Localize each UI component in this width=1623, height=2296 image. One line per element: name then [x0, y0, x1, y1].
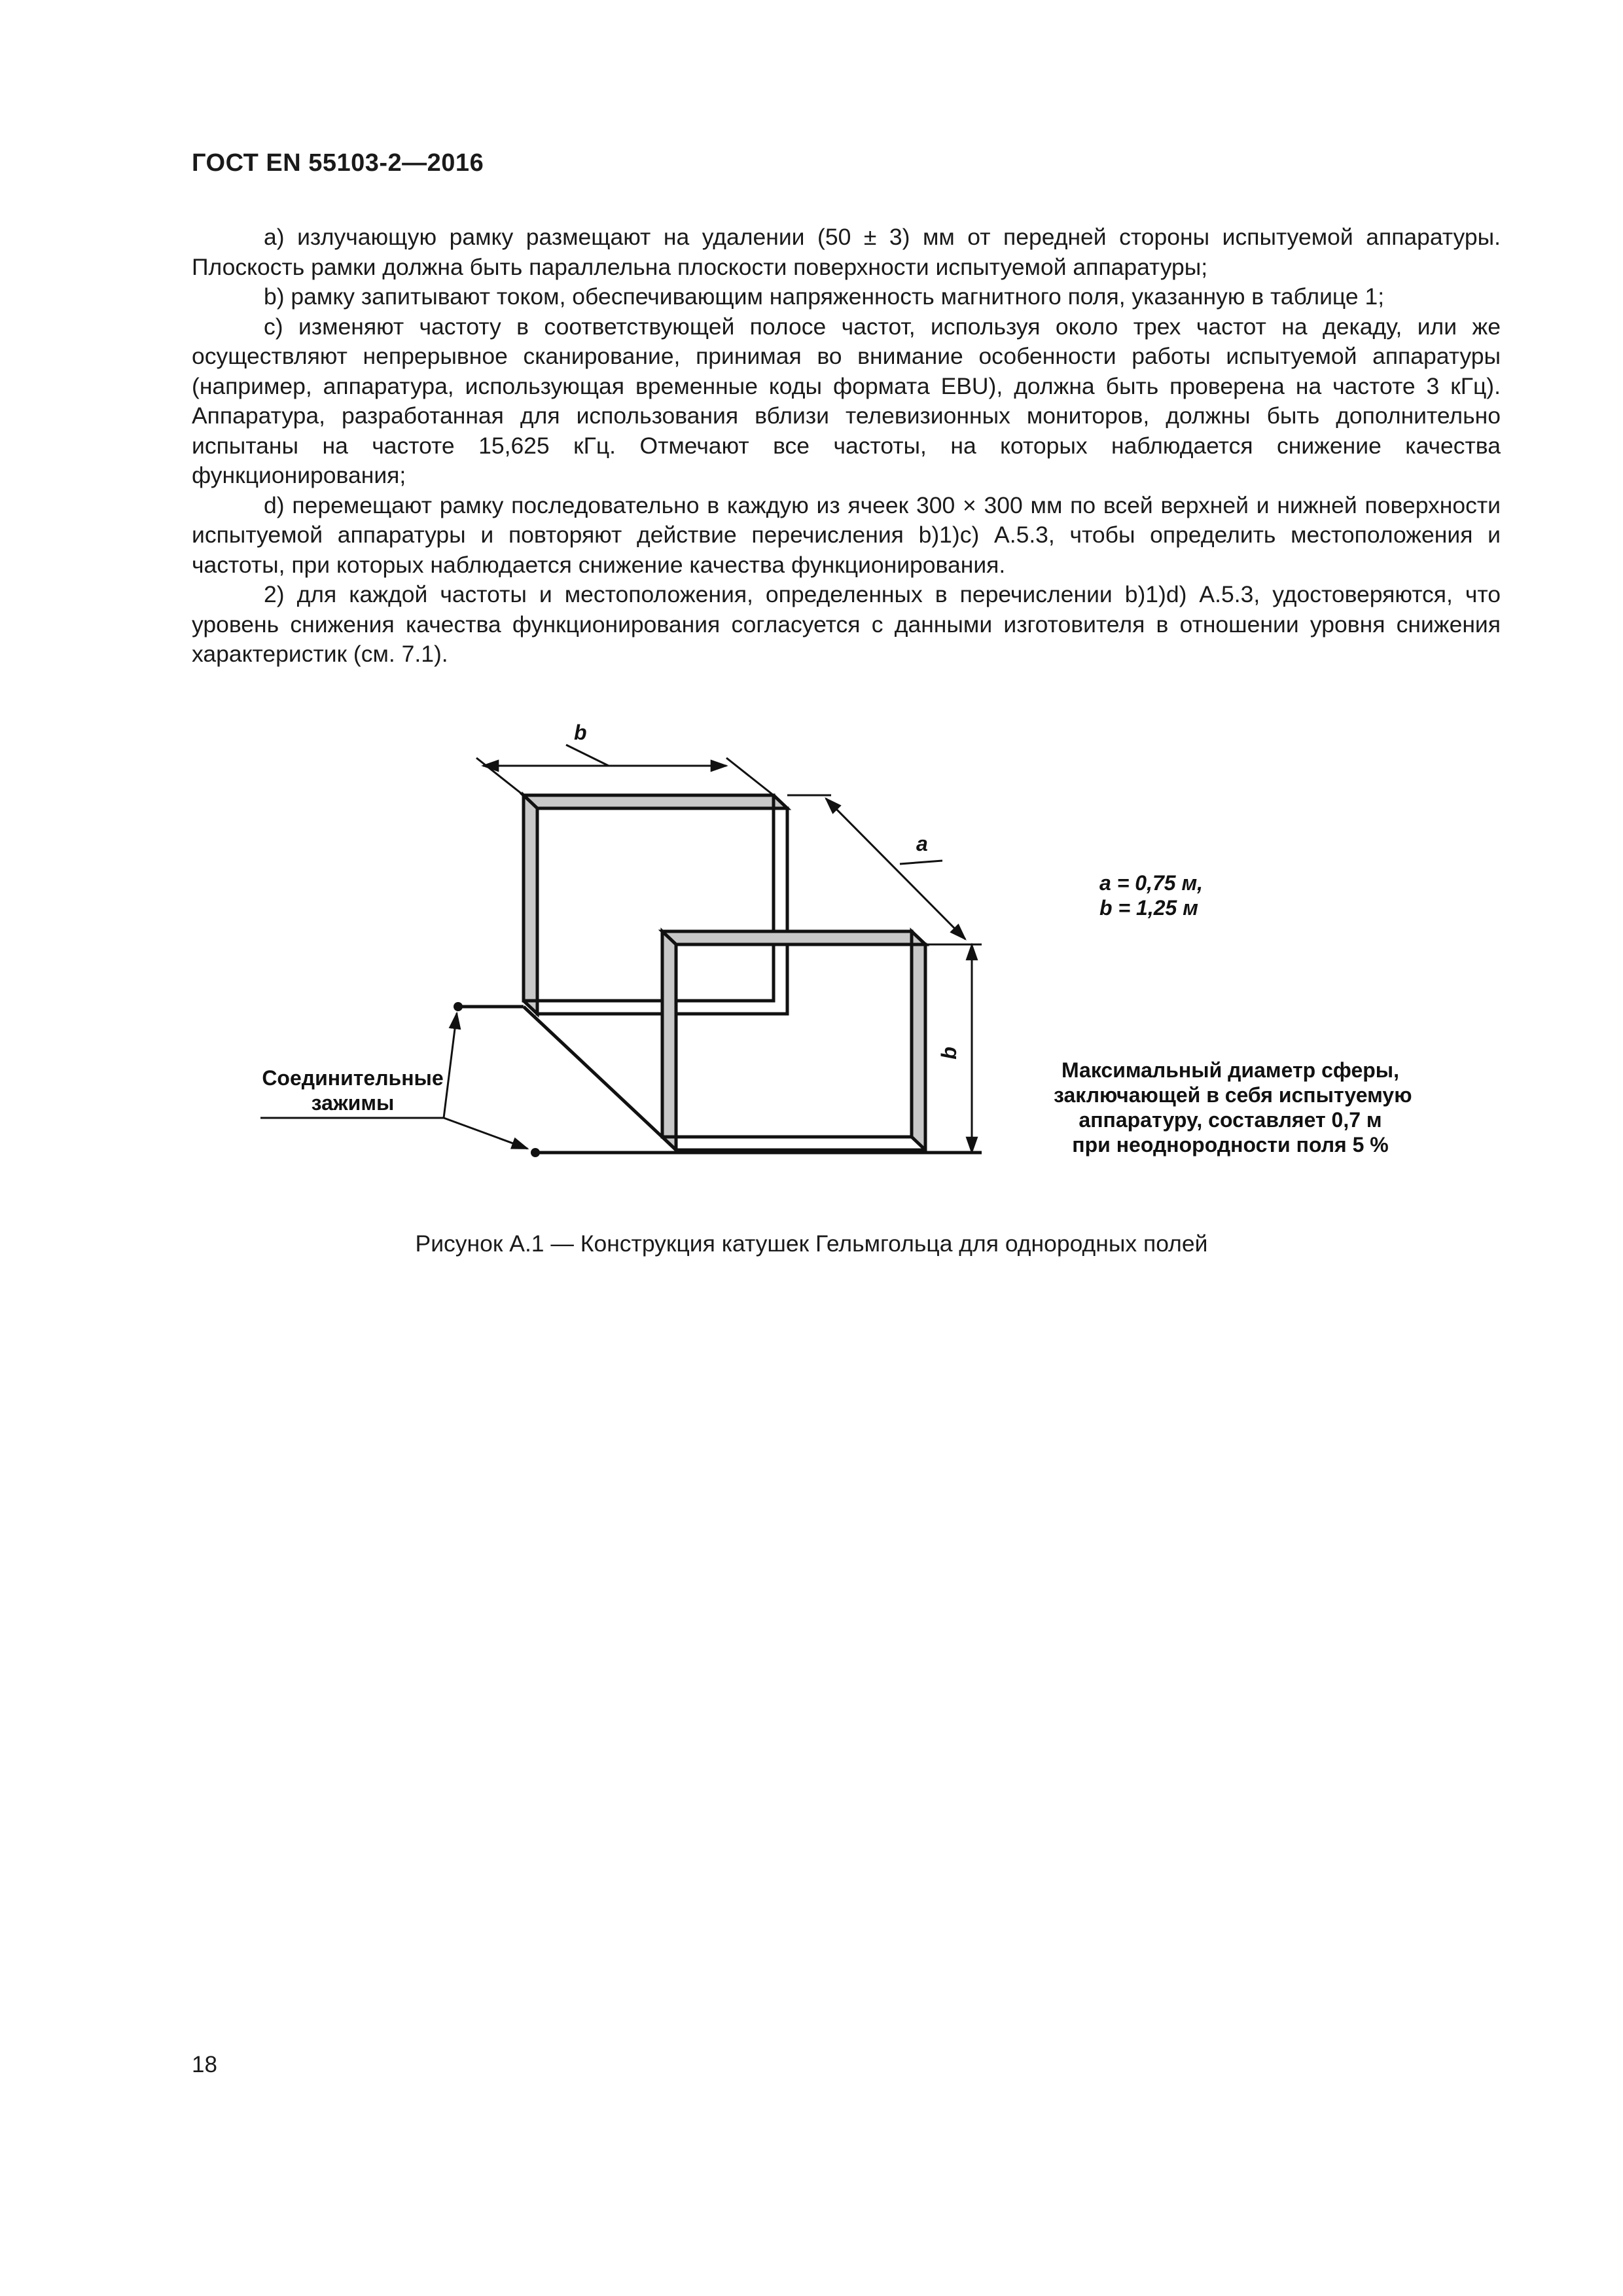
standard-header: ГОСТ EN 55103-2—2016 [192, 149, 484, 177]
paragraph-b: b) рамку запитывают током, обеспечивающим напряженность магнитного поля, указанную в таблице 1; [264, 283, 1385, 310]
paragraph-a: a) излучающую рамку размещают на удалении (50 ± 3) мм от передней стороны испытуемой аппаратуры. Плоскость рамки должна быть параллельна плоскости поверхности испытуемой аппаратуры; [192, 224, 1501, 280]
lower-coil-frame [662, 931, 925, 1150]
terminals-label-line2: зажимы [311, 1091, 395, 1115]
body-text [192, 223, 1501, 670]
figure-caption: Рисунок А.1 — Конструкция катушек Гельмгольца для однородных полей [415, 1230, 1208, 1257]
page-number: 18 [192, 2052, 217, 2077]
sphere-note-line1: Максимальный диаметр сферы, [1061, 1058, 1400, 1082]
sphere-note-line2: заключающей в себя испытуемую [1054, 1083, 1412, 1107]
param-b: b = 1,25 м [1099, 896, 1198, 920]
figure-parameters [1099, 870, 1203, 920]
dimension-b-top [476, 745, 774, 795]
upper-coil-frame [524, 795, 787, 1014]
terminal-upper [454, 1002, 463, 1011]
terminal-lower [531, 1148, 540, 1157]
dimension-a [787, 795, 972, 944]
paragraph-c: c) изменяют частоту в соответствующей полосе частот, используя около трех частот на декаду, или же осуществляют непрерывное сканирование, принимая во внимание особенности работы испытуемой аппаратуры (например, аппаратура, использующая временные коды формата EBU), должна быть проверена на частоте 3 кГц). Аппаратура, разработанная для использования вблизи телевизионных мониторов, должны быть дополнительно испытаны на частоте 15,625 кГц. Отмечают все частоты, на которых наблюдается снижение качества функционирования; [192, 313, 1501, 488]
dim-label-a: a [916, 832, 928, 855]
dim-label-b-top: b [574, 721, 587, 744]
sphere-note-line3: аппаратуру, составляет 0,7 м [1079, 1108, 1382, 1132]
param-a: a = 0,75 м, [1099, 871, 1203, 895]
sphere-note [1054, 1058, 1412, 1157]
paragraph-d: d) перемещают рамку последовательно в каждую из ячеек 300 × 300 мм по всей верхней и нижней поверхности испытуемой аппаратуры и повторяют действие перечисления b)1)c) А.5.3, чтобы определить местоположения и частоты, при которых наблюдается снижение качества функционирования. [192, 492, 1501, 578]
paragraph-2: 2) для каждой частоты и местоположения, определенных в перечислении b)1)d) А.5.3, удостоверяются, что уровень снижения качества функционирования согласуется с данными изготовителя в отношении уровня снижения характеристик (см. 7.1). [192, 581, 1501, 667]
terminals-label-line1: Соединительные [262, 1066, 444, 1090]
terminals-label [260, 1066, 445, 1115]
sphere-note-line4: при неоднородности поля 5 % [1072, 1133, 1389, 1157]
helmholtz-coil-figure [0, 707, 1623, 1204]
connecting-wires [454, 1002, 982, 1157]
dim-label-b-side: b [936, 1047, 961, 1060]
